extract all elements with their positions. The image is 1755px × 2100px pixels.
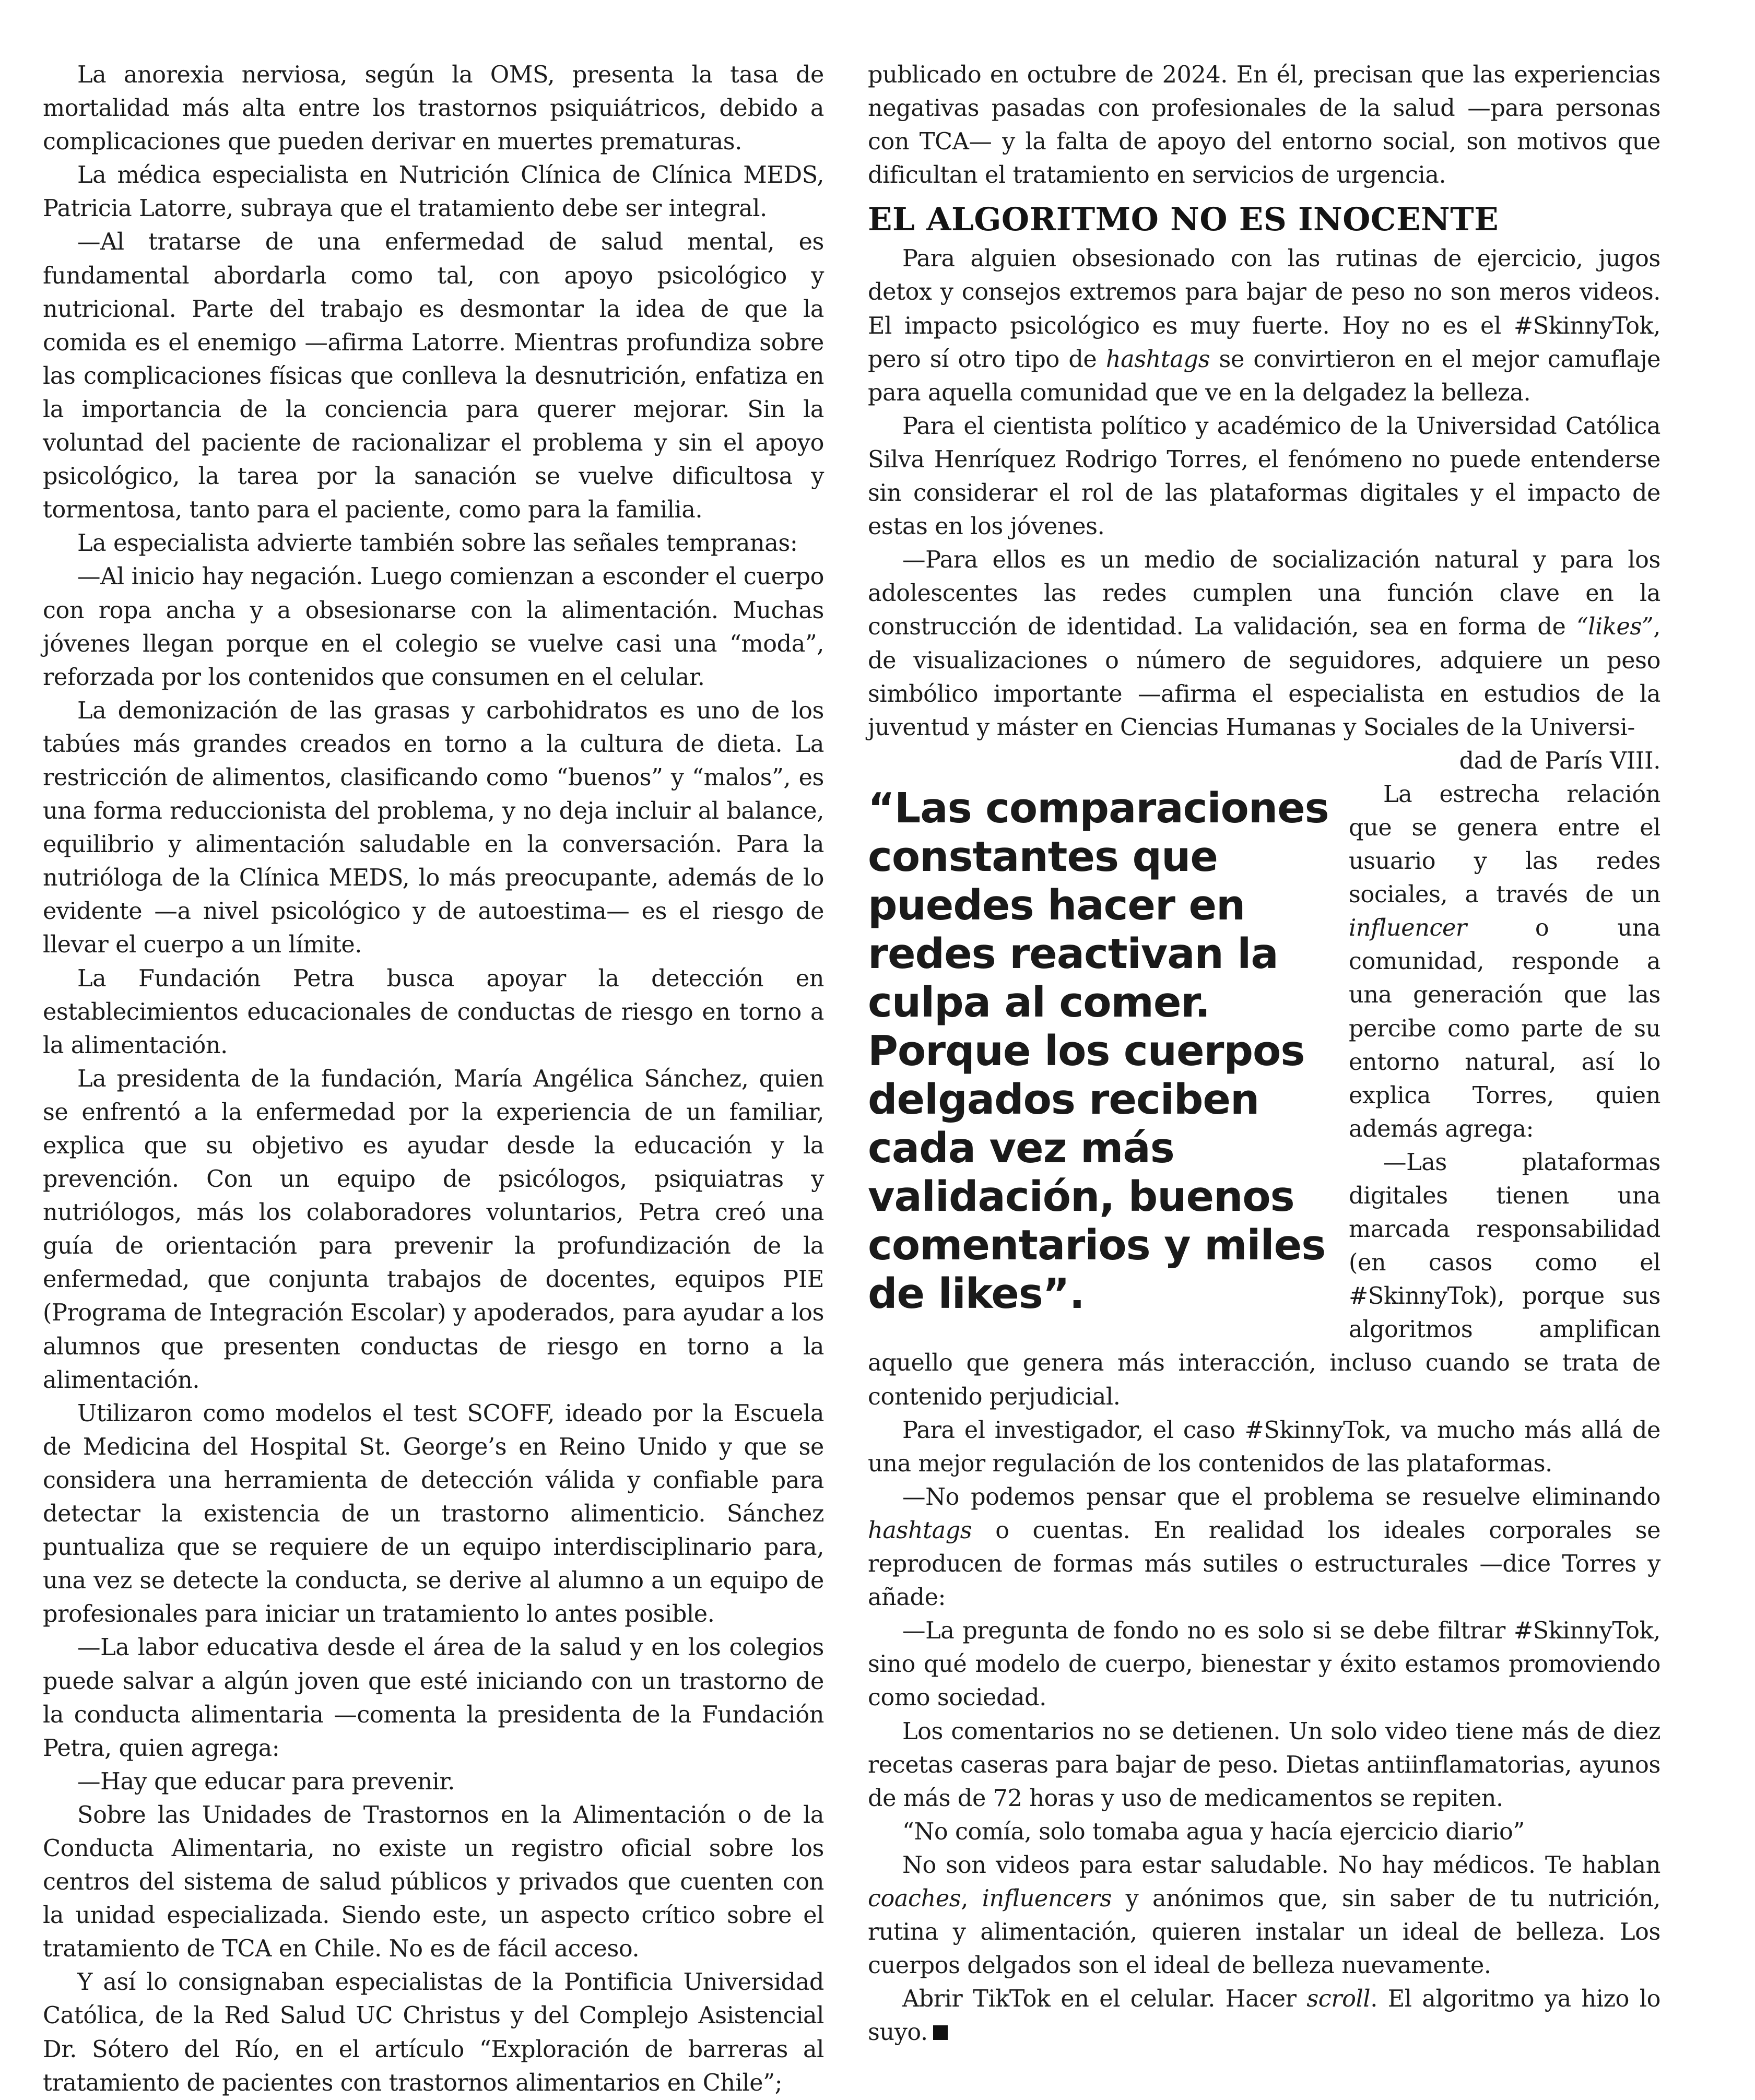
paragraph: —No podemos pensar que el problema se resuelve eliminando hashtags o cuentas. En realidad los ideales corporales se reproducen de formas más sutiles o estructurales —dice Torres y añade: (868, 1483, 1660, 1611)
paragraph: La médica especialista en Nutrición Clínica de Clínica MEDS, Patricia Latorre, subraya que el tratamiento debe ser integral. (43, 162, 824, 222)
paragraph: Y así lo consignaban especialistas de la Pontificia Universidad Católica, de la Red Salud UC Christus y del Complejo Asistencial Dr. Sótero del Río, en el artículo “Exploración de barreras al tratamiento de pacientes con trastornos alimentarios en Chile”; (43, 1969, 824, 2096)
paragraph: publicado en octubre de 2024. En él, precisan que las experiencias negativas pasadas con profesionales de la salud —para personas con TCA— y la falta de apoyo del entorno social, son motivos que dificultan el tratamiento en servicios de urgencia. (868, 62, 1660, 189)
paragraph: “No comía, solo tomaba agua y hacía ejercicio diario” (902, 1818, 1525, 1845)
pull-quote: “Las comparaciones constantes que puedes hacer en redes reactivan la culpa al comer. Porque los cuerpos delgados reciben cada vez más validación, buenos comentarios y miles de likes”. (868, 784, 1329, 1318)
paragraph: Utilizaron como modelos el test SCOFF, ideado por la Escuela de Medicina del Hospital St. George’s en Reino Unido y que se considera una herramienta de detección válida y confiable para detectar la existencia de un trastorno alimenticio. Sánchez puntualiza que se requiere de un equipo interdisciplinario para, una vez se detecte la conducta, se derive al alumno a un equipo de profesionales para iniciar un tratamiento lo antes posible. (43, 1400, 824, 1628)
paragraph: —Para ellos es un medio de socialización natural y para los adolescentes las redes cumplen una función clave en la construcción de identidad. La validación, sea en forma de “likes”, de visualizaciones o número de seguidores, adquiere un peso simbólico importante —afirma el especialista en estudios de la juventud y máster en Ciencias Humanas y Sociales de la Universi- (868, 547, 1660, 741)
section-headline: EL ALGORITMO NO ES INOCENTE (868, 201, 1499, 239)
paragraph: Sobre las Unidades de Trastornos en la Alimentación o de la Conducta Alimentaria, no existe un registro oficial sobre los centros del sistema de salud públicos y privados que cuenten con la unidad especializada. Siendo este, un aspecto crítico sobre el tratamiento de TCA en Chile. No es de fácil acceso. (43, 1801, 824, 1963)
paragraph: —Las plataformas digitales tienen una marcada responsabilidad (en casos como el #SkinnyTok), porque sus algoritmos amplifican aquello que genera más interacción, incluso cuando se trata de contenido perjudicial. (868, 1149, 1660, 1410)
paragraph: La especialista advierte también sobre las señales tempranas: (77, 530, 798, 557)
end-of-article-mark (933, 2025, 948, 2040)
left-column (43, 58, 824, 2100)
paragraph: Para el cientista político y académico de la Universidad Católica Silva Henríquez Rodrigo Torres, el fenómeno no puede entenderse sin considerar el rol de las plataformas digitales y el impacto de estas en los jóvenes. (868, 412, 1660, 540)
paragraph: —La labor educativa desde el área de la salud y en los colegios puede salvar a algún joven que esté iniciando con un trastorno de la conducta alimentaria —comenta la presidenta de la Fundación Petra, quien agrega: (43, 1634, 824, 1762)
paragraph: La anorexia nerviosa, según la OMS, presenta la tasa de mortalidad más alta entre los trastornos psiquiátricos, debido a complicaciones que pueden derivar en muertes prematuras. (43, 62, 824, 156)
paragraph: No son videos para estar saludable. No hay médicos. Te hablan coaches, influencers y anónimos que, sin saber de tu nutrición, rutina y alimentación, quieren instalar un ideal de belleza. Los cuerpos delgados son el ideal de belleza nuevamente. (868, 1851, 1661, 1979)
right-column (868, 58, 1660, 2049)
paragraph: —Al inicio hay negación. Luego comienzan a esconder el cuerpo con ropa ancha y a obsesionarse con la alimentación. Muchas jóvenes llegan porque en el colegio se vuelve casi una “moda”, reforzada por los contenidos que consumen en el celular. (43, 563, 824, 691)
paragraph: La estrecha relación que se genera entre el usuario y las redes sociales, a través de un influencer o una comunidad, responde a una generación que las percibe como parte de su entorno natural, así lo explica Torres, quien además agrega: (1349, 781, 1660, 1142)
paragraph: —La pregunta de fondo no es solo si se debe filtrar #SkinnyTok, sino qué modelo de cuerpo, bienestar y éxito estamos promoviendo como sociedad. (868, 1618, 1660, 1712)
paragraph: Los comentarios no se detienen. Un solo video tiene más de diez recetas caseras para bajar de peso. Dietas antiinflamatorias, ayunos de más de 72 horas y uso de medicamentos se repiten. (868, 1718, 1660, 1812)
paragraph: —Al tratarse de una enfermedad de salud mental, es fundamental abordarla como tal, con apoyo psicológico y nutricional. Parte del trabajo es desmontar la idea de que la comida es el enemigo —afirma Latorre. Mientras profundiza sobre las complicaciones físicas que conlleva la desnutrición, enfatiza en la importancia de la conciencia para querer mejorar. Sin la voluntad del paciente de racionalizar el problema y sin el apoyo psicológico, la tarea por la sanación se vuelve dificultosa y tormentosa, tanto para el paciente, como para la familia. (43, 229, 824, 524)
paragraph: —Hay que educar para prevenir. (77, 1768, 455, 1795)
paragraph: La presidenta de la fundación, María Angélica Sánchez, quien se enfrentó a la enfermedad por la experiencia de un familiar, explica que su objetivo es ayudar desde la educación y la prevención. Con un equipo de psicólogos, psiquiatras y nutriólogos, más los colaboradores voluntarios, Petra creó una guía de orientación para prevenir la profundización de la enfermedad, que conjunta trabajos de docentes, equipos PIE (Programa de Integración Escolar) y apoderados, para ayudar a los alumnos que presenten conductas de riesgo en torno a la alimentación. (43, 1065, 824, 1394)
paragraph: dad de París VIII. (1459, 747, 1660, 774)
paragraph: Para el investigador, el caso #SkinnyTok, va mucho más allá de una mejor regulación de los contenidos de las plataformas. (868, 1417, 1660, 1477)
paragraph: La demonización de las grasas y carbohidratos es uno de los tabúes más grandes creados en torno a la cultura de dieta. La restricción de alimentos, clasificando como “buenos” y “malos”, es una forma reduccionista del problema, y no deja incluir al balance, equilibrio y alimentación saludable en la conversación. Para la nutrióloga de la Clínica MEDS, lo más preocupante, además de lo evidente —a nivel psicológico y de autoestima— es el riesgo de llevar el cuerpo a un límite. (43, 697, 824, 959)
paragraph: La Fundación Petra busca apoyar la detección en establecimientos educacionales de conductas de riesgo en torno a la alimentación. (43, 965, 824, 1059)
paragraph: Abrir TikTok en el celular. Hacer scroll. El algoritmo ya hizo lo suyo. (868, 1986, 1660, 2046)
paragraph: Para alguien obsesionado con las rutinas de ejercicio, jugos detox y consejos extremos para bajar de peso no son meros videos. El impacto psicológico es muy fuerte. Hoy no es el #SkinnyTok, pero sí otro tipo de hashtags se convirtieron en el mejor camuflaje para aquella comunidad que ve en la delgadez la belleza. (868, 245, 1661, 406)
